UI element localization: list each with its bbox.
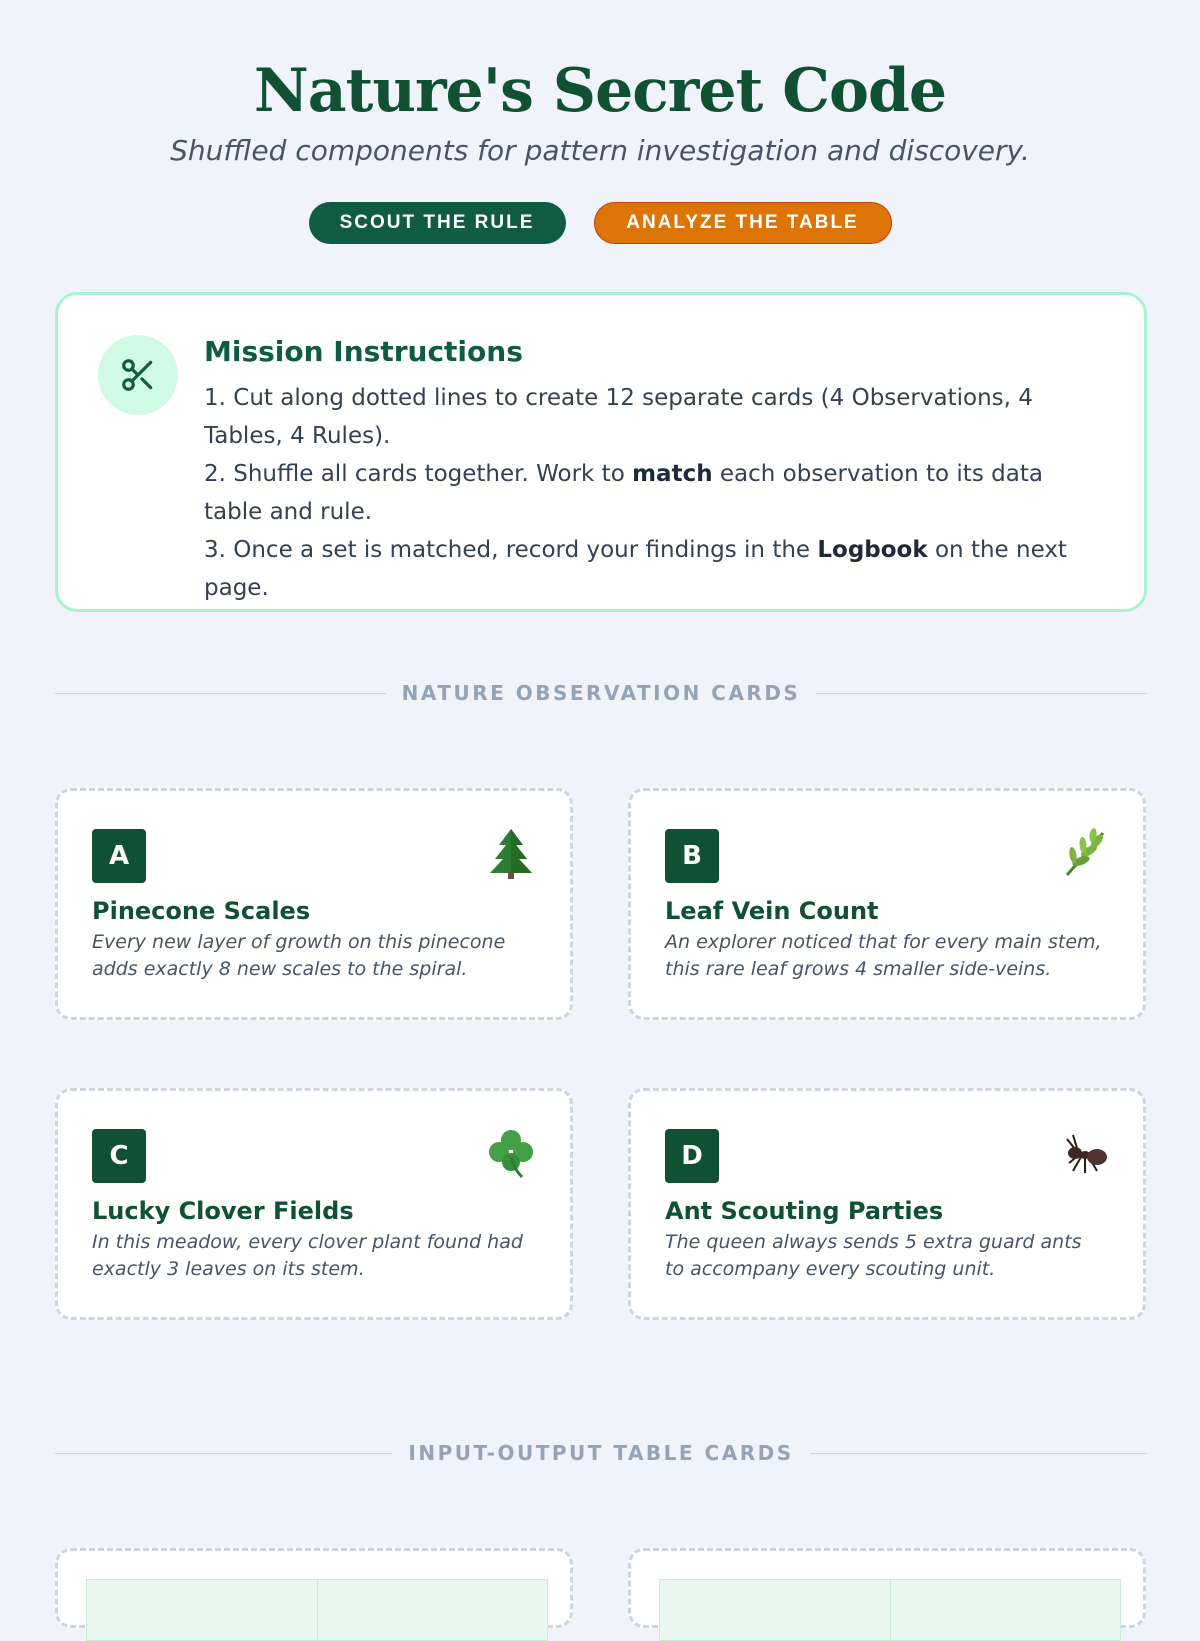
mission-step-3: 3. Once a set is matched, record your findings in the Logbook on the next page. [204, 537, 1067, 601]
observation-card-a[interactable] [55, 788, 573, 1020]
table-section-divider [55, 1440, 1147, 1466]
observation-card-d[interactable] [628, 1088, 1146, 1320]
action-buttons [0, 202, 1200, 244]
card-letter-badge: D [665, 1129, 719, 1183]
mission-steps [204, 379, 1104, 607]
divider-line [816, 693, 1147, 694]
divider-line [810, 1453, 1147, 1454]
table-header-cell-output [318, 1580, 548, 1640]
card-title: Lucky Clover Fields [92, 1197, 354, 1225]
table-card-2[interactable] [628, 1548, 1146, 1628]
table-header-cell-input [87, 1580, 318, 1640]
section-label-tables: INPUT-OUTPUT TABLE CARDS [408, 1441, 794, 1465]
card-letter-badge: C [92, 1129, 146, 1183]
clover-icon [486, 1127, 536, 1179]
mission-instructions-panel [55, 292, 1147, 612]
mission-step-1: 1. Cut along dotted lines to create 12 separate cards (4 Observations, 4 Tables, 4 Rules). [204, 385, 1033, 449]
scout-the-rule-button[interactable]: SCOUT THE RULE [309, 202, 566, 244]
ant-icon [1059, 1127, 1109, 1179]
card-title: Pinecone Scales [92, 897, 311, 925]
table-header-row [86, 1579, 548, 1641]
page-header [0, 0, 1200, 244]
table-header-row [659, 1579, 1121, 1641]
card-letter-badge: B [665, 829, 719, 883]
observation-card-c[interactable] [55, 1088, 573, 1320]
table-header-cell-input [660, 1580, 891, 1640]
section-label-observations: NATURE OBSERVATION CARDS [401, 681, 801, 705]
scissors-icon [98, 335, 178, 415]
observation-card-b[interactable] [628, 788, 1146, 1020]
card-description: Every new layer of growth on this pinecone adds exactly 8 new scales to the spiral. [92, 931, 506, 980]
analyze-the-table-button[interactable]: ANALYZE THE TABLE [594, 202, 892, 244]
observation-section-divider [55, 680, 1147, 706]
mission-step-2: 2. Shuffle all cards together. Work to match each observation to its data table and rule. [204, 461, 1043, 525]
card-title: Ant Scouting Parties [665, 1197, 944, 1225]
divider-line [55, 693, 386, 694]
pine-tree-icon [486, 827, 536, 879]
card-description: In this meadow, every clover plant found had exactly 3 leaves on its stem. [92, 1231, 523, 1280]
divider-line [55, 1453, 392, 1454]
card-title: Leaf Vein Count [665, 897, 879, 925]
card-description: An explorer noticed that for every main stem, this rare leaf grows 4 smaller side-veins. [665, 931, 1102, 980]
card-description: The queen always sends 5 extra guard ants to accompany every scouting unit. [665, 1231, 1082, 1280]
card-letter-badge: A [92, 829, 146, 883]
herb-leaf-icon [1059, 827, 1109, 879]
table-card-1[interactable] [55, 1548, 573, 1628]
mission-title: Mission Instructions [204, 335, 523, 368]
page-title: Nature's Secret Code [253, 56, 947, 126]
page-subtitle: Shuffled components for pattern investigation and discovery. [170, 134, 1030, 167]
table-header-cell-output [891, 1580, 1121, 1640]
